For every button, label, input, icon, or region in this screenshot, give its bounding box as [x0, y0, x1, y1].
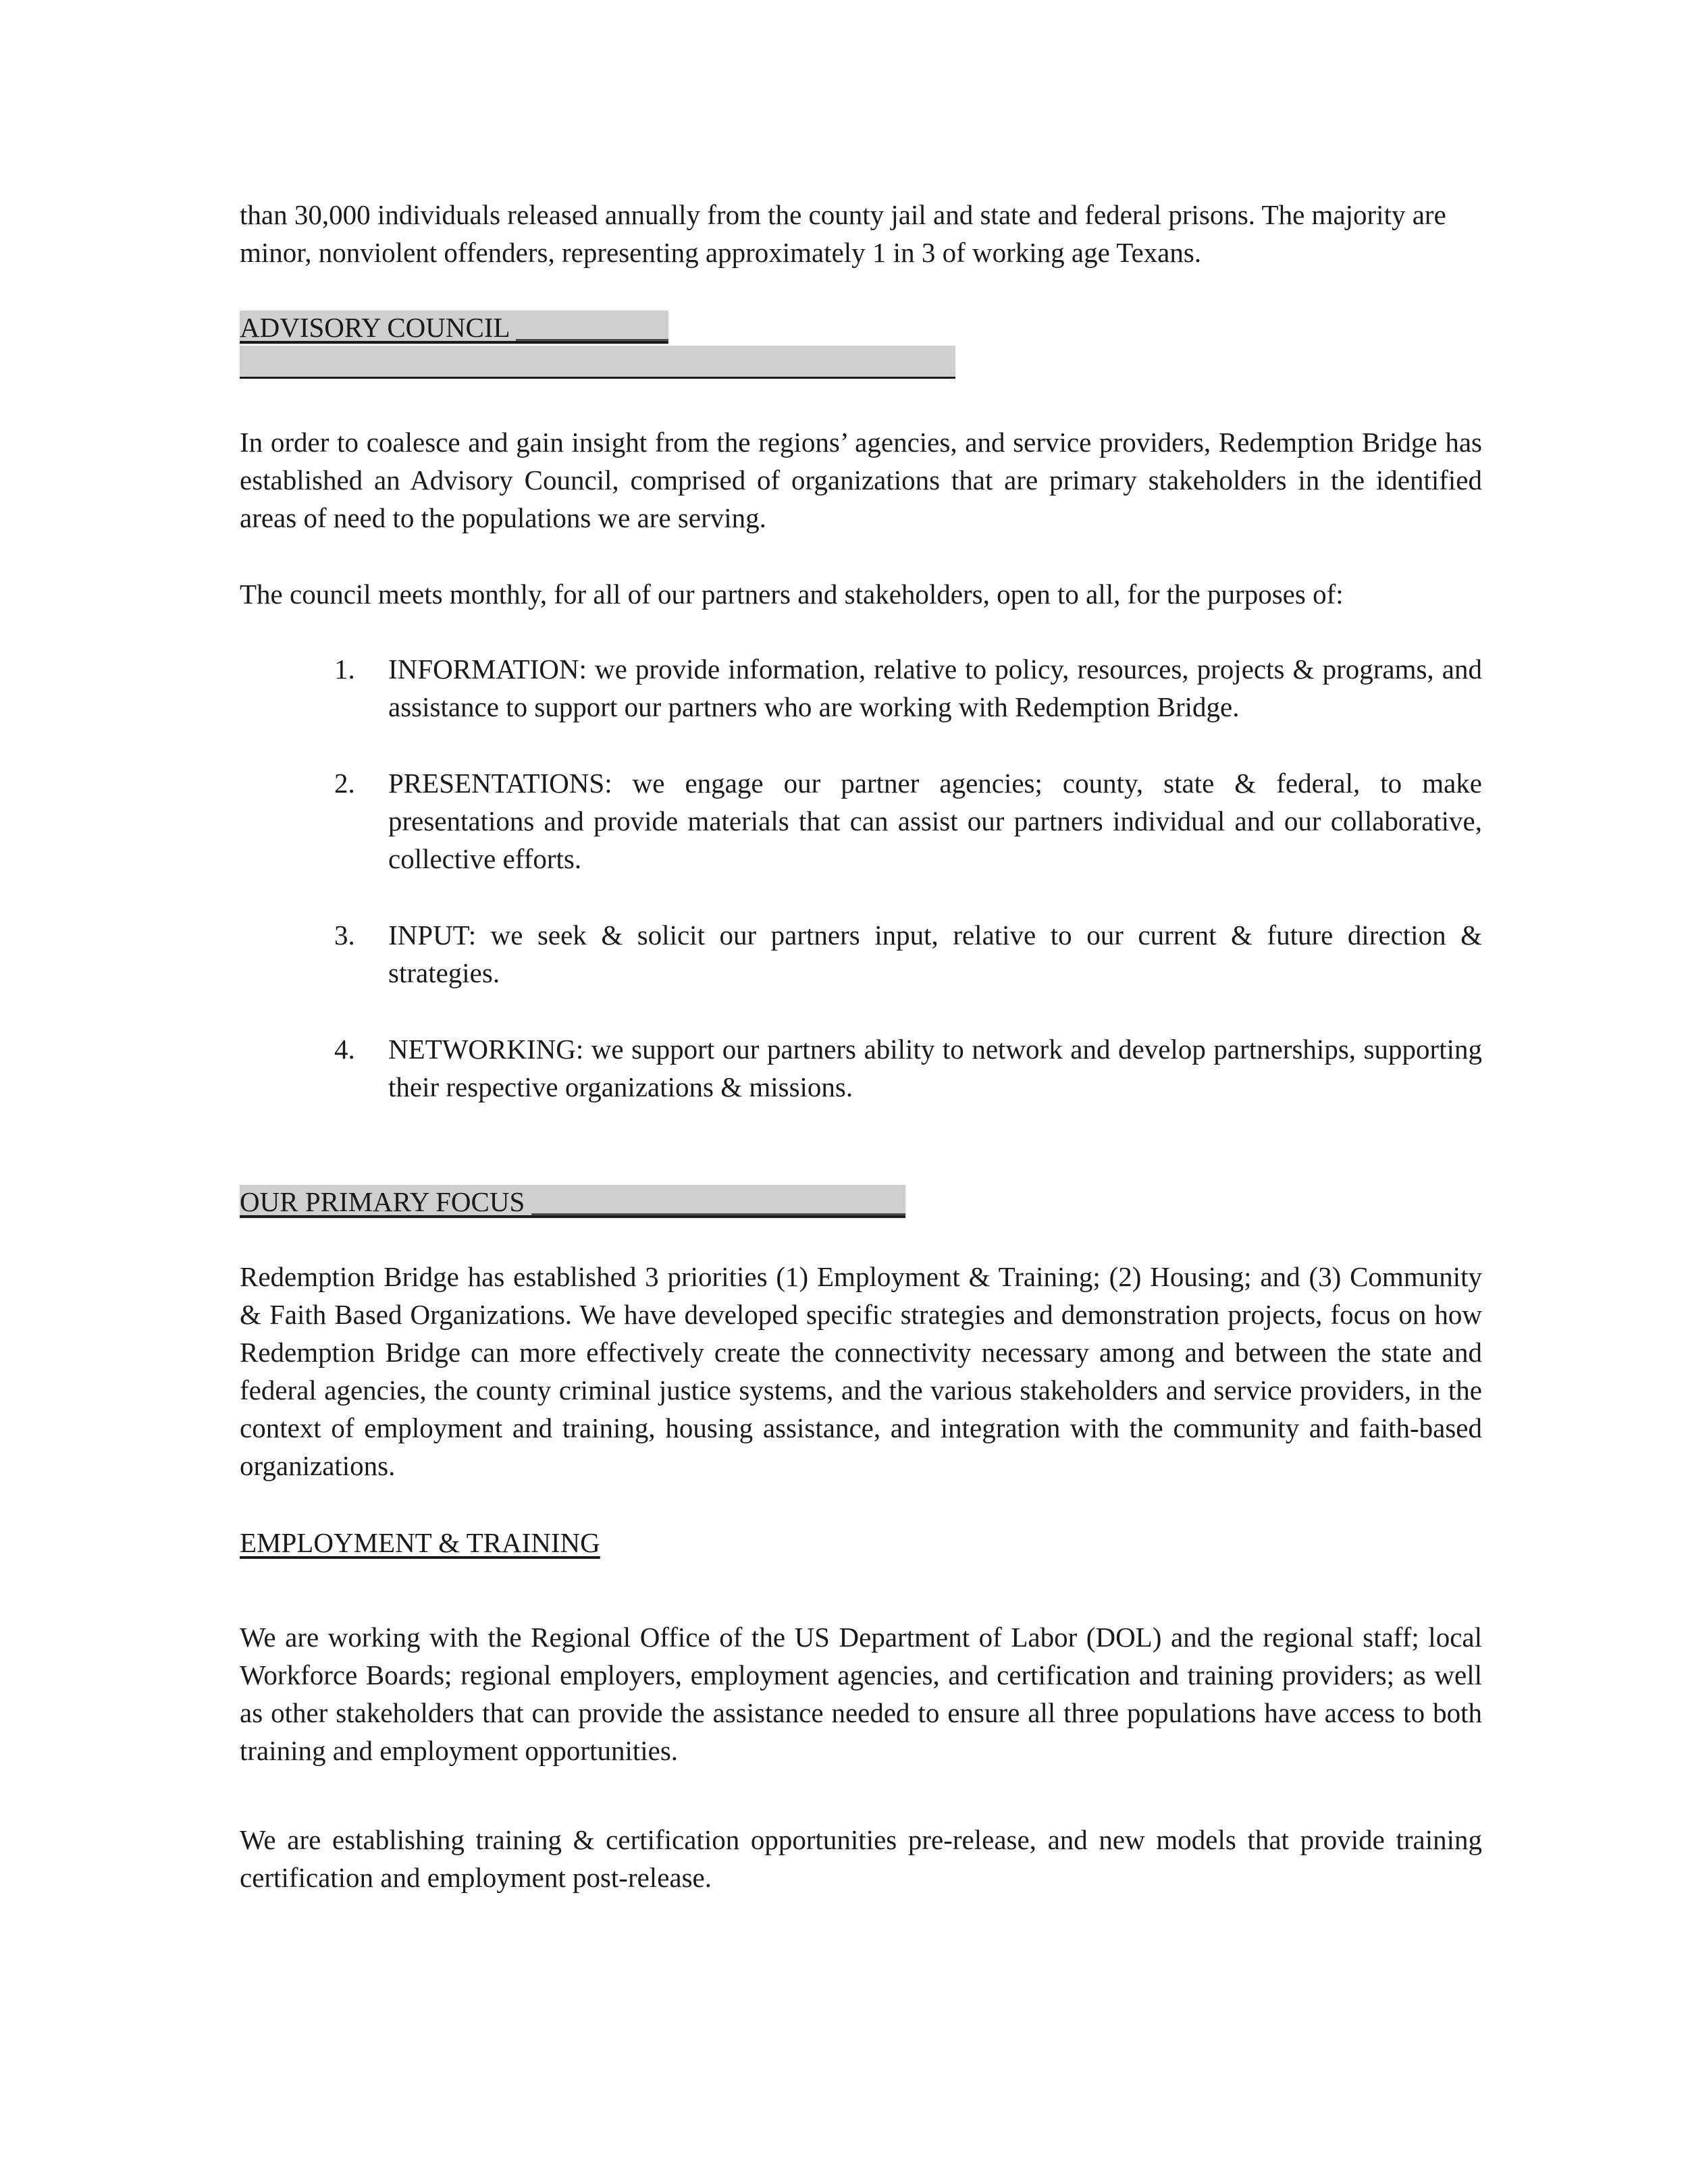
- purpose-body: [388, 764, 1482, 878]
- purpose-number: 4.: [334, 1034, 355, 1065]
- primary-focus-paragraph: Redemption Bridge has established 3 priorities (1) Employment & Training; (2) Housing; and (3) Community & Faith Based Organizations. We have developed specific strategies and demonstration projects, focus on how Redemption Bridge can more effectively create the connectivity necessary among and between the state and federal agencies, the county criminal justice systems, and the various stakeholders and service providers, in the context of employment and training, housing assistance, and integration with the community and faith-based organizations.: [240, 1261, 1482, 1481]
- purpose-title: PRESENTATIONS: [388, 768, 605, 799]
- advisory-council-heading: ADVISORY COUNCIL ___________: [240, 312, 668, 343]
- purpose-title: NETWORKING: [388, 1034, 576, 1065]
- purpose-title: INPUT: [388, 920, 469, 951]
- primary-focus-heading: OUR PRIMARY FOCUS ___________________________: [240, 1186, 906, 1217]
- advisory-council-shade-bar: [240, 346, 955, 379]
- purpose-body: [388, 916, 1482, 992]
- employment-training-paragraph-2: We are establishing training & certification opportunities pre-release, and new models that provide training certification and employment post-release.: [240, 1824, 1482, 1893]
- purpose-body: [388, 1030, 1482, 1106]
- purpose-text: : we seek & solicit our partners input, relative to our current & future direction & strategies.: [388, 920, 1482, 988]
- employment-training-paragraph-1: We are working with the Regional Office of the US Department of Labor (DOL) and the regional staff; local Workforce Boards; regional employers, employment agencies, and certification and training providers; as well as other stakeholders that can provide the assistance needed to ensure all three populations have access to both training and employment opportunities.: [240, 1622, 1482, 1766]
- advisory-council-paragraph-1: In order to coalesce and gain insight from the regions’ agencies, and service providers, Redemption Bridge has established an Advisory Council, comprised of organizations that are primary stakeholders in the identified areas of need to the populations we are serving.: [240, 427, 1482, 533]
- purpose-number: 2.: [334, 768, 355, 799]
- intro-continuation-paragraph: than 30,000 individuals released annually from the county jail and state and federal prisons. The majority are minor, nonviolent offenders, representing approximately 1 in 3 of working age Texans.: [240, 199, 1446, 268]
- employment-training-heading: EMPLOYMENT & TRAINING: [240, 1527, 600, 1558]
- purpose-number: 1.: [334, 654, 355, 685]
- purpose-body: [388, 650, 1482, 726]
- advisory-council-paragraph-2: The council meets monthly, for all of our partners and stakeholders, open to all, for the purposes of:: [240, 579, 1344, 610]
- purpose-number: 3.: [334, 920, 355, 951]
- purpose-text: : we provide information, relative to policy, resources, projects & programs, and assistance to support our partners who are working with Redemption Bridge.: [388, 654, 1482, 722]
- purpose-title: INFORMATION: [388, 654, 579, 685]
- purpose-text: : we engage our partner agencies; county, state & federal, to make presentations and provide materials that can assist our partners individual and our collaborative, collective efforts.: [388, 768, 1482, 874]
- purpose-text: : we support our partners ability to network and develop partnerships, supporting their respective organizations & missions.: [388, 1034, 1482, 1102]
